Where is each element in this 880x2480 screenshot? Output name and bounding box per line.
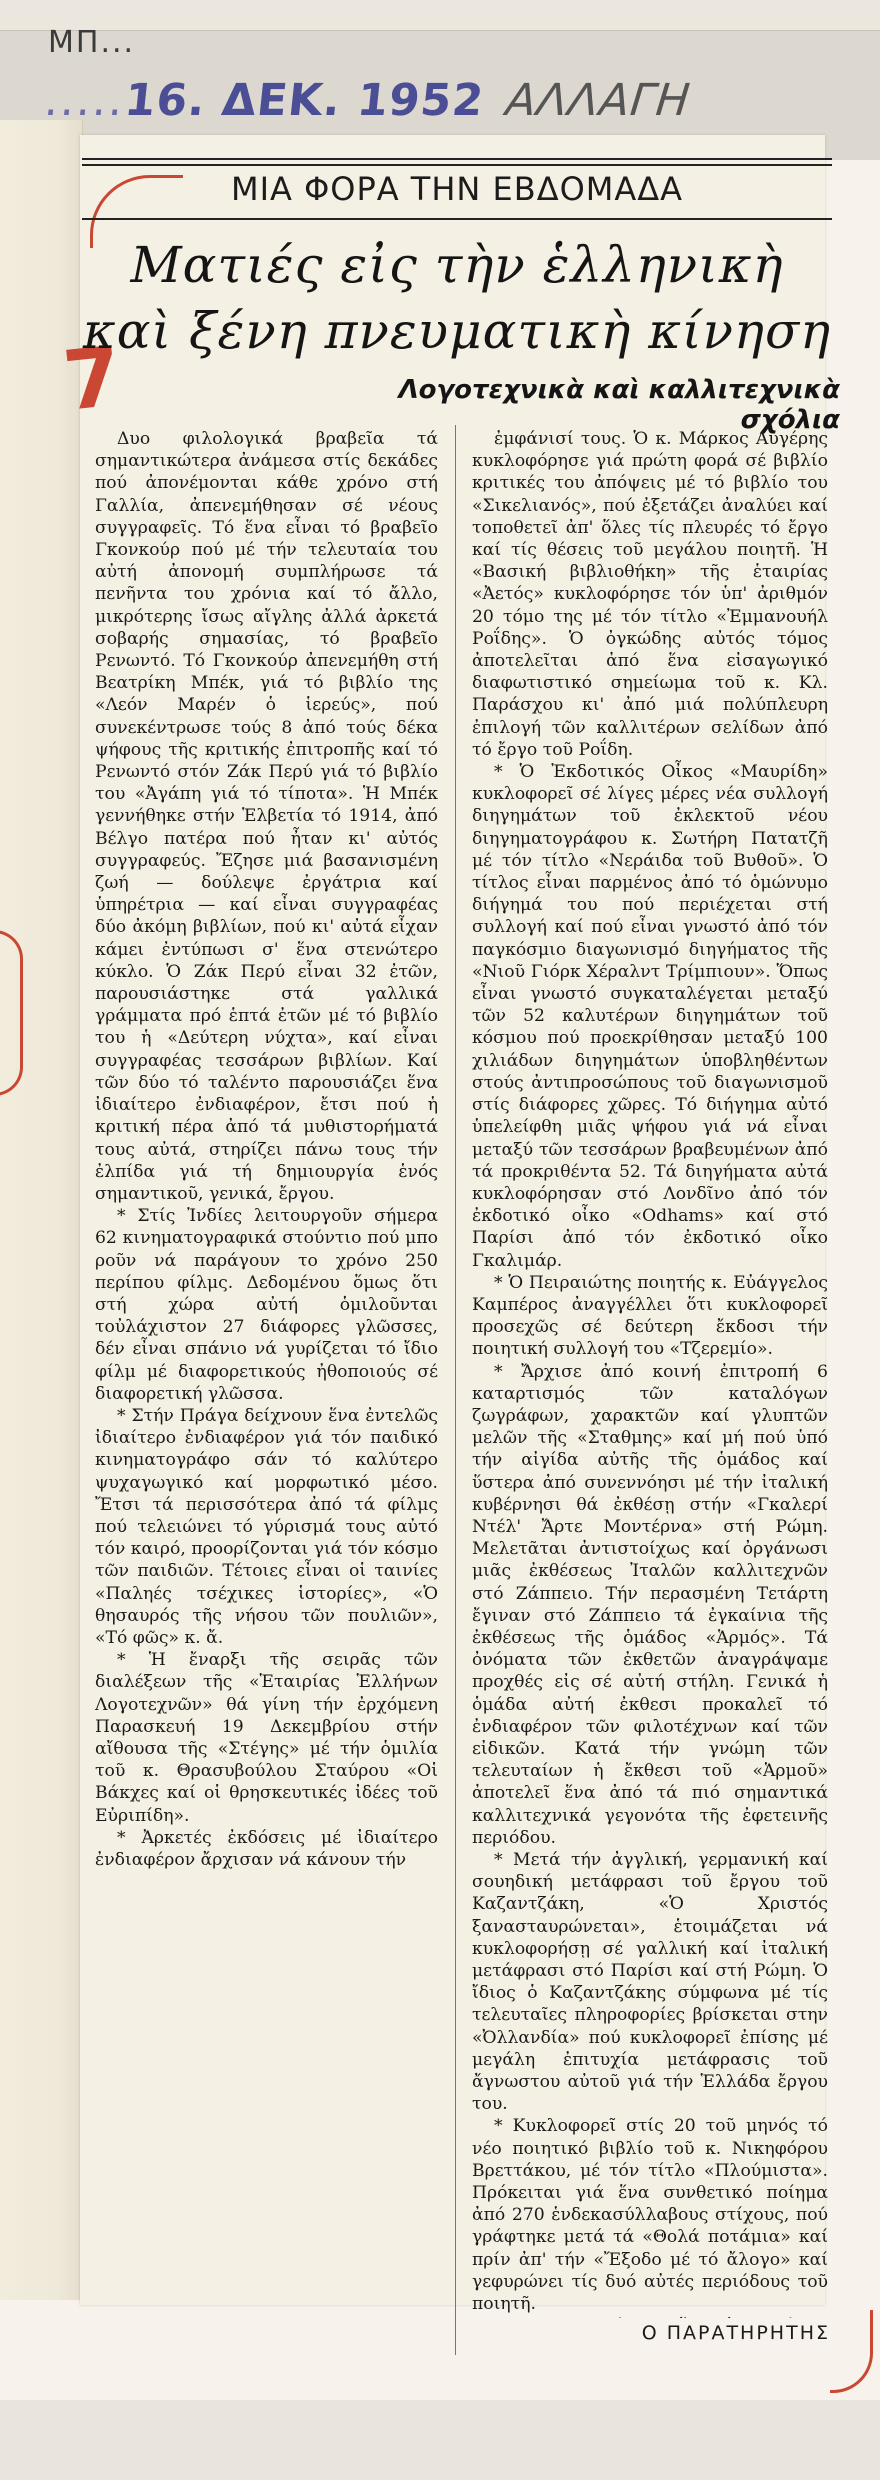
subheading: Λογοτεχνικὰ καὶ καλλιτεχνικὰ σχόλια [398, 375, 840, 435]
paragraph: * Ἄρχισε ἀπό κοινή ἐπιτροπή 6 καταρτισμός τῶν καταλόγων ζωγράφων, χαρακτῶν καί γλυπτῶν μελῶν τῆς «Σταθμης» καί μή πού ὑπό τήν αἰγίδα αὐτῆς τῆς ὁμάδος καί ὕστερα ἀπό συνεννόησι μέ τήν ἰταλική κυβέρνησι θά ἐκθέσῃ στήν «Γκαλερί Ντέλ' Ἄρτε Μοντέρνα» στή Ρώμη. Μελετᾶται ἀντιστοίχως καί ὀργάνωσι μιᾶς ἐκθέσεως Ἰταλῶν καλλιτεχνῶν στό Ζάππειο. Τήν περασμένη Τετάρτη ἔγιναν στό Ζάππειο τά ἐγκαίνια τῆς ἐκθέσεως τῆς ὁμάδος «Ἁρμός». Τά ὀνόματα τῶν ἐκθετῶν ἀναγράψαμε προχθές εἰς σέ αὐτή στήλη. Γενικά ἡ ὁμάδα αὐτή ἐκθεσι προκαλεῖ τό ἐνδιαφέρον τῶν φιλοτέχνων καί τῶν εἰδικῶν. Κατά τήν γνώμη τῶν τελευταίων ἡ ἔκθεσι τοῦ «Ἁρμοῦ» ἀποτελεῖ ἕνα ἀπό τά πιό σημαντικά καλλιτεχνικά γεγονότα τῆς ἐφετεινῆς περιόδου. [472, 1361, 828, 1848]
paragraph: * Ἡ ἔναρξι τῆς σειρᾶς τῶν διαλέξεων τῆς «Ἑταιρίας Ἑλλήνων Λογοτεχνῶν» θά γίνη τήν ἐρχόμενη Παρασκευή 19 Δεκεμβρίου στήν αἴθουσα τῆς «Στέγης» μέ τήν ὁμιλία τοῦ κ. Θρασυβούλου Σταύρου «Οἱ Βάκχες καί οἱ θρησκευτικές ἰδέες τοῦ Εὐριπίδη». [95, 1650, 438, 1826]
left-column [95, 428, 438, 2128]
column-divider [455, 425, 456, 2355]
paragraph: * Ἀρκετές ἐκδόσεις μέ ἰδιαίτερο ἐνδιαφέρον ἄρχισαν νά κάνουν τήν [95, 1827, 438, 1870]
red-pencil-mark: 7 [59, 329, 126, 430]
paragraph: * Στήν Πράγα δείχνουν ἕνα ἐντελῶς ἰδιαίτερο ἐνδιαφέρον γιά τόν παιδικό κινηματογράφο σάν τό καλύτερο ψυχαγωγικό καί μορφωτικό μέσο. Ἔτσι τά περισσότερα ἀπό τά φίλμς πού τελειώνει τό γύρισμά τους αὐτό τόν καιρό, προορίζονται γιά τόν κόσμο τῶν παιδιῶν. Τέτοιες εἶναι οἱ ταινίες «Παληές τσέχικες ἱστορίες», «Ὁ θησαυρός τῆς νήσου τῶν πουλιῶν», «Τό φῶς» κ. ἄ. [95, 1405, 438, 1648]
red-pencil-bracket [830, 2310, 873, 2393]
paragraph: * Μετά τήν ἀγγλική, γερμανική καί σουηδική μετάφρασι τοῦ ἔργου τοῦ Καζαντζάκη, «Ὁ Χριστός ξανασταυρώνεται», ἑτοιμάζεται νά κυκλοφορήσῃ σέ γαλλική καί ἰταλική μετάφρασι στό Παρίσι καί στή Ρώμη. Ὁ ἴδιος ὁ Καζαντζάκης σύμφωνα μέ τίς τελευταῖες πληροφορίες βρίσκεται στην «Ὀλλανδία» πού κυκλοφορεῖ ἐπίσης μέ μεγάλη ἐπιτυχία μετάφρασις τοῦ ἄγνωστου αὐτοῦ γιά τήν Ἑλλάδα ἔργου του. [472, 1850, 828, 2115]
column-kicker: ΜΙΑ ΦΟΡΑ ΤΗΝ ΕΒΔΟΜΑΔΑ [230, 170, 684, 208]
scan-bottom [0, 2400, 880, 2480]
header-rule [82, 158, 832, 166]
headline-line-1: Ματιές εἰς τὴν ἑλληνικὴ [130, 236, 784, 294]
paragraph: * Ὁ Ἐκδοτικός Οἶκος «Μαυρίδη» κυκλοφορεῖ σέ λίγες μέρες νέα συλλογή διηγημάτων τοῦ ἐκλεκτοῦ νέου διηγηματογράφου κ. Σωτήρη Πατατζῆ μέ τόν τίτλο «Νεράιδα τοῦ Βυθοῦ». Ὁ τίτλος εἶναι παρμένος ἀπό τό ὁμώνυμο διήγημά του πού περιέχεται στή συλλογή καί πού εἶναι γνωστό ἀπό τόν παγκόσμιο διαγωνισμό διηγήματος τῆς «Νιοῦ Γιόρκ Χέραλντ Τρίμπιουν». Ὅπως εἶναι γνωστό συγκαταλέγεται μεταξύ τῶν 52 καλυτέρων διηγημάτων τοῦ κόσμου πού προεκρίθησαν μεταξύ 100 χιλιάδων διηγημάτων ὑποβληθέντων στούς ἀντιπροσώπους τοῦ διαγωνισμοῦ στίς διάφορες χῶρες. Τό διήγημα αὐτό ὑπελείφθη μιᾶς ψήφου γιά νά εἶναι μεταξύ τῶν τεσσάρων βραβευμένων ἀπό τά προκριθέντα 52. Τά διηγήματα αὐτά κυκλοφόρησαν στό Λονδῖνο ἀπό τόν ἐκδοτικό οἶκο «Odhams» καί στό Παρίσι ἀπό τόν ἐκδοτικό οἶκο Γκαλιμάρ. [472, 762, 828, 1271]
handwritten-source: ΑΛΛΑΓΗ [503, 75, 693, 126]
date-stamp: .....16. ΔΕΚ. 1952 ΑΛΛΑΓΗ [42, 75, 693, 126]
paragraph: Δυο φιλολογικά βραβεῖα τά σημαντικώτερα ἀνάμεσα στίς δεκάδες πού ἀπονέμονται κάθε χρόνο στή Γαλλία, ἀπενεμήθησαν σέ νέους συγγραφεῖς. Τό ἕνα εἶναι τό βραβεῖο Γκονκούρ πού μέ τήν τελευταία του αὐτή ἀπονομή συμπλήρωσε τά πενῆντα του χρόνια καί τό ἄλλο, μικρότερης ἴσως αἴγλης ἀλλά ἀρκετά σοβαρής σημασίας, τό βραβεῖο Ρενωντό. Τό Γκονκούρ ἀπενεμήθη στή Βεατρίκη Μπέκ, γιά τό βιβλίο της «Λεόν Μαρέν ὁ ἱερεύς», πού συνεκέντρωσε τούς 8 ἀπό τούς δέκα ψήφους τῆς κριτικής ἐπιτροπῆς καί τό Ρενωντό στόν Ζάκ Περύ γιά τό βιβλίο του «Ἀγάπη γιά τό τίποτα». Ἡ Μπέκ γεννήθηκε στήν Ἑλβετία τό 1914, ἀπό Βέλγο πατέρα πού ἦταν κι' αὐτός συγγραφεύς. Ἔζησε μιά βασανισμένη ζωή — δούλεψε ἐργάτρια καί ὑπηρέτρια — καί εἶναι συγγραφέας δύο ἀκόμη βιβλίων, πού κι' αὐτά εἶχαν κάμει ἐντύπωσι σ' ἕνα στενώτερο κύκλο. Ὁ Ζάκ Περύ εἶναι 32 ἐτῶν, παρουσιάστηκε στά γαλλικά γράμματα πρό ἑπτά ἐτῶν μέ τό βιβλίο του ἡ «Δεύτερη νύχτα», καί εἶναι συγγραφέας τεσσάρων βιβλίων. Καί τῶν δύο τό ταλέντο παρουσιάζει ἕνα ἰδιαίτερο ἐνδιαφέρον, ἔτσι πού ἡ κριτική πέρα ἀπό τά μυθιστορήματά τους αὐτά, στηρίζει πάνω τους τήν ἐλπίδα γιά τή δημιουργία ἑνός σημαντικοῦ, γενικά, ἔργου. [95, 429, 438, 1204]
paragraph: * Ὁ Πειραιώτης ποιητής κ. Εὐάγγελος Καμπέρος ἀναγγέλλει ὅτι κυκλοφορεῖ προσεχῶς σέ δεύτερη ἔκδοσι τήν ποιητική συλλογή του «Τζερεμίο». [472, 1272, 828, 1360]
date-stamp-text: 16. ΔΕΚ. 1952 [122, 75, 487, 126]
top-handwriting: ΜΠ... [48, 25, 136, 60]
paragraph [472, 2315, 828, 2318]
headline-line-2: καὶ ξένη πνευματικὴ κίνηση [82, 302, 832, 360]
right-column [472, 428, 828, 2318]
kicker-rule [82, 218, 832, 220]
mounting-strip [0, 120, 83, 2300]
byline-signature: Ο ΠΑΡΑΤΗΡΗΤΗΣ [641, 2322, 830, 2344]
red-pencil-curve [0, 930, 23, 1096]
paragraph: * Στίς Ἰνδίες λειτουργοῦν σήμερα 62 κινηματογραφικά στούντιο πού μπο ροῦν νά παράγουν το χρόνο 250 περίπου φίλμς. Δεδομένου ὅμως ὅτι στή χώρα αὐτή ὁμιλοῦνται τοὐλάχιστον 27 διάφορες γλῶσσες, δέν εἶναι σπάνιο νά γυρίζεται τό ἴδιο φίλμ μέ διαφορετικούς ἠθοποιούς σέ διαφορετική γλῶσσα. [95, 1206, 438, 1404]
paragraph: * Κυκλοφορεῖ στίς 20 τοῦ μηνός τό νέο ποιητικό βιβλίο τοῦ κ. Νικηφόρου Βρεττάκου, μέ τόν τίτλο «Πλούμιστα». Πρόκειται γιά ἕνα συνθετικό ποίημα ἀπό 270 ἑνδεκασύλλαβους στίχους, πού γράφτηκε μετά τά «Θολά ποτάμια» καί πρίν ἀπ' τήν «Ἔξοδο μέ τό ἄλογο» καί γεφυρώνει τίς δυό αὐτές περιόδους τοῦ ποιητῆ. [472, 2116, 828, 2315]
paragraph: ἐμφάνισί τους. Ὁ κ. Μάρκος Αὐγέρης κυκλοφόρησε γιά πρώτη φορά σέ βιβλίο κριτικές του ἀπόψεις μέ τό βιβλίο του «Σικελιανός», πού ἐξετάζει ἀναλύει καί τοποθετεῖ ἀπ' ὅλες τίς πλευρές τό ἔργο καί τίς θέσεις τοῦ μεγάλου ποιητῆ. Ἡ «Βασική βιβλιοθήκη» τῆς ἑταιρίας «Ἀετός» κυκλοφόρησε τόν ὑπ' ἀριθμόν 20 τόμο της μέ τόν τίτλο «Ἐμμανουήλ Ροΐδης». Ὁ ὀγκώδης αὐτός τόμος ἀποτελεῖται ἀπό ἕνα εἰσαγωγικό διαφωτιστικό σημείωμα τοῦ κ. Κλ. Παράσχου κι' ἀπό μιά πολύπλευρη ἐπιλογή τῶν καλλιτέρων σελίδων ἀπό τό ἔργο τοῦ Ροΐδη. [472, 429, 828, 760]
headline [82, 232, 832, 364]
